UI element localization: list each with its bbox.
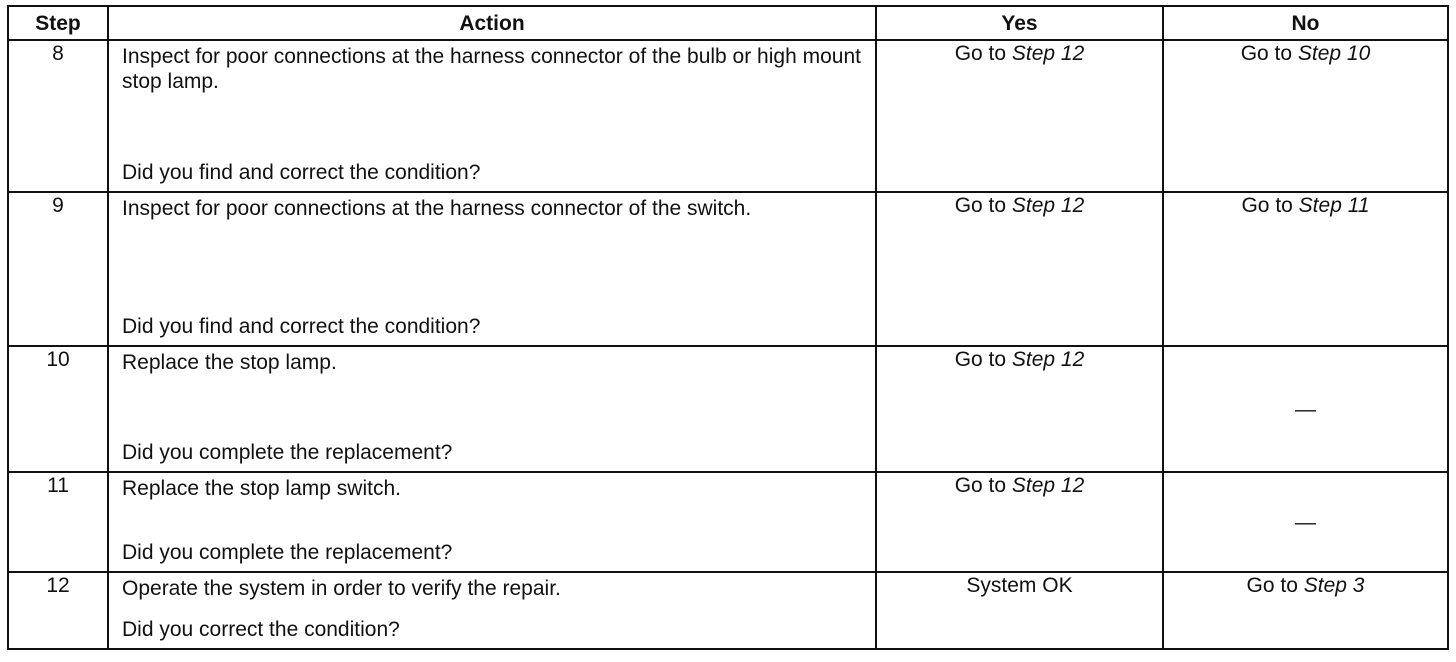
no-prefix: Go to	[1240, 42, 1298, 65]
no-result	[1163, 346, 1448, 472]
yes-result	[876, 472, 1163, 572]
no-prefix: Go to	[1246, 574, 1304, 597]
action-instruction: Operate the system in order to verify the repair.	[122, 577, 561, 600]
table-row	[8, 472, 1448, 572]
no-prefix: Go to	[1241, 194, 1299, 217]
action-instruction: Inspect for poor connections at the harness connector of the switch.	[122, 197, 752, 220]
table-row	[8, 572, 1448, 649]
header-action: Action	[108, 6, 876, 40]
no-step-ref: Step 3	[1303, 574, 1365, 597]
table-row	[8, 40, 1448, 192]
action-question: Did you find and correct the condition?	[122, 315, 481, 338]
action-cell	[108, 40, 876, 192]
step-number: 10	[8, 346, 108, 472]
step-number: 12	[8, 572, 108, 649]
no-result	[1163, 192, 1448, 346]
table-row	[8, 192, 1448, 346]
step-number: 11	[8, 472, 108, 572]
step-number: 9	[8, 192, 108, 346]
yes-step-ref: Step 12	[1011, 42, 1085, 65]
yes-prefix: Go to	[954, 194, 1012, 217]
no-dash: —	[1295, 510, 1316, 534]
action-question: Did you find and correct the condition?	[122, 161, 481, 184]
header-step: Step	[8, 6, 108, 40]
yes-prefix: Go to	[954, 474, 1012, 497]
no-dash: —	[1295, 397, 1316, 421]
action-instruction: Inspect for poor connections at the harness connector of the bulb or high mount stop lamp.	[122, 45, 861, 93]
yes-result	[876, 192, 1163, 346]
action-cell	[108, 346, 876, 472]
action-question: Did you correct the condition?	[122, 618, 400, 641]
yes-result	[876, 40, 1163, 192]
action-instruction: Replace the stop lamp switch.	[122, 477, 401, 500]
no-result	[1163, 40, 1448, 192]
yes-result	[876, 346, 1163, 472]
table-row	[8, 346, 1448, 472]
yes-prefix: Go to	[954, 42, 1012, 65]
action-cell	[108, 572, 876, 649]
header-no: No	[1163, 6, 1448, 40]
action-instruction: Replace the stop lamp.	[122, 351, 337, 374]
action-cell	[108, 472, 876, 572]
step-number: 8	[8, 40, 108, 192]
header-row	[8, 6, 1448, 40]
action-question: Did you complete the replacement?	[122, 541, 453, 564]
yes-step-ref: Step 12	[1011, 348, 1085, 371]
no-result	[1163, 472, 1448, 572]
yes-text: System OK	[966, 574, 1073, 597]
action-cell	[108, 192, 876, 346]
no-step-ref: Step 10	[1297, 42, 1371, 65]
no-result	[1163, 572, 1448, 649]
diagnostic-table	[7, 5, 1449, 650]
yes-step-ref: Step 12	[1011, 474, 1085, 497]
no-step-ref: Step 11	[1298, 194, 1370, 217]
yes-step-ref: Step 12	[1011, 194, 1085, 217]
yes-prefix: Go to	[954, 348, 1012, 371]
yes-result	[876, 572, 1163, 649]
action-question: Did you complete the replacement?	[122, 441, 453, 464]
header-yes: Yes	[876, 6, 1163, 40]
